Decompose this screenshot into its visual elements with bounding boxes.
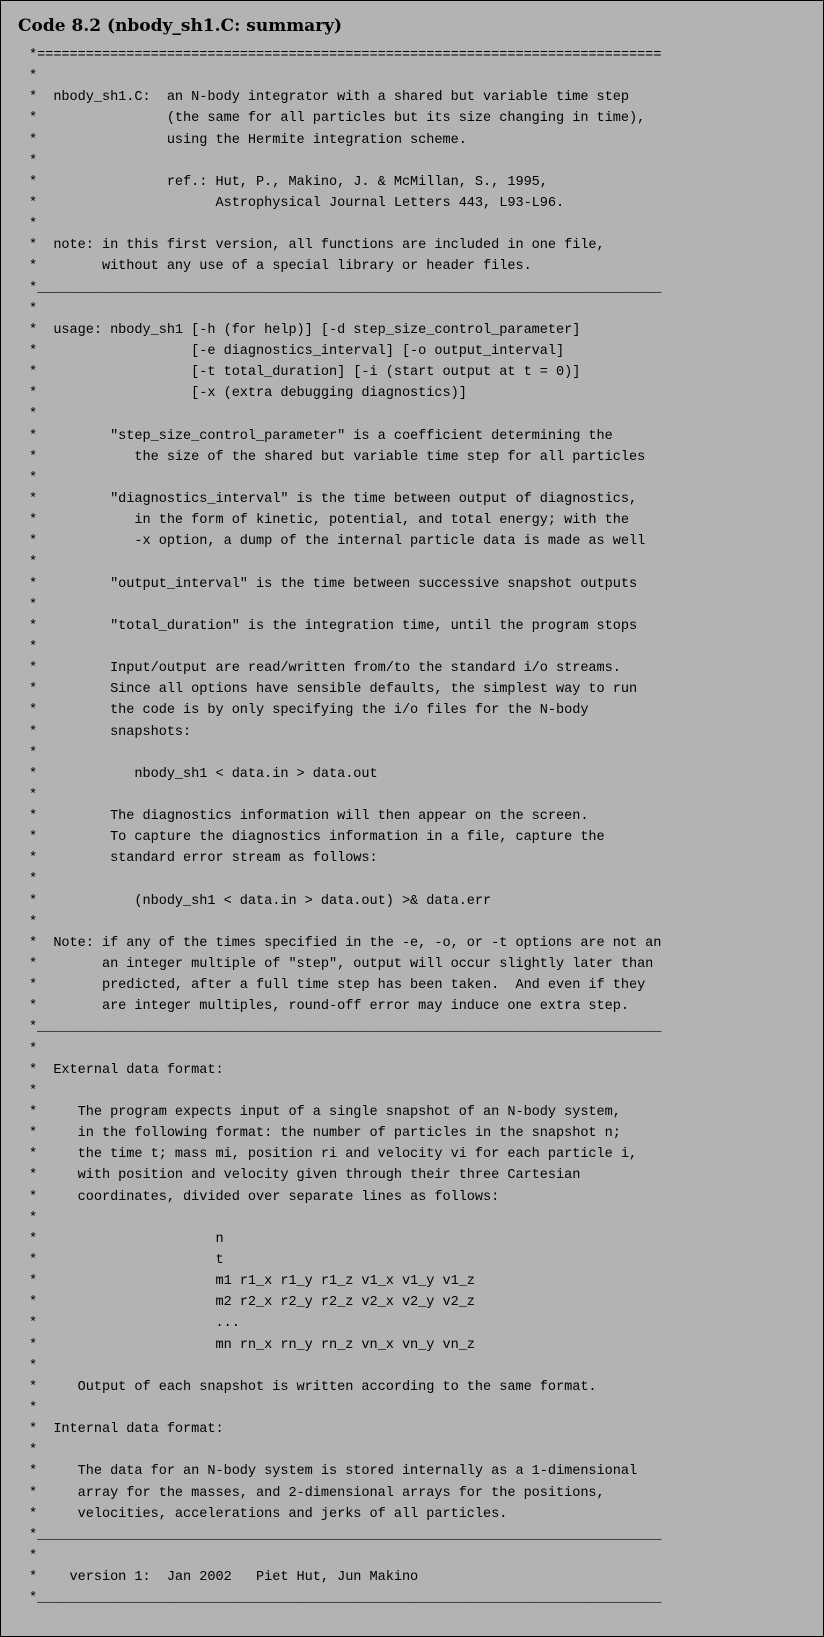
code-line: * [29, 872, 38, 888]
code-line: * t [29, 1253, 224, 1269]
code-line: * an integer multiple of "step", output will occur slightly later than [29, 957, 654, 973]
code-line: * note: in this first version, all functions are included in one file, [29, 238, 605, 254]
code-line: * (the same for all particles but its size changing in time), [29, 111, 646, 127]
code-line: * nbody_sh1 < data.in > data.out [29, 766, 378, 782]
code-line: * the time t; mass mi, position ri and velocity vi for each particle i, [29, 1147, 638, 1163]
code-line: * [29, 1548, 38, 1564]
code-caption: Code 8.2 (nbody_sh1.C: summary) [18, 16, 343, 36]
code-line: * "output_interval" is the time between successive snapshot outputs [29, 576, 638, 592]
code-line: * [-x (extra debugging diagnostics)] [29, 386, 467, 402]
code-line: * Input/output are read/written from/to the standard i/o streams. [29, 661, 621, 677]
code-line: * the code is by only specifying the i/o files for the N-body [29, 703, 589, 719]
code-line: * [29, 787, 38, 803]
code-line: * nbody_sh1.C: an N-body integrator with a shared but variable time step [29, 90, 629, 106]
code-line: * Note: if any of the times specified in the -e, -o, or -t options are not an [29, 935, 662, 951]
code-line: * Internal data format: [29, 1422, 224, 1438]
code-line: * [29, 597, 38, 613]
code-line: * ... [29, 1316, 240, 1332]
code-line: * "total_duration" is the integration time, until the program stops [29, 618, 638, 634]
code-line: * velocities, accelerations and jerks of all particles. [29, 1506, 508, 1522]
code-line: * [29, 1083, 38, 1099]
code-line: * [-t total_duration] [-i (start output at t = 0)] [29, 365, 581, 381]
code-line: * [29, 639, 38, 655]
code-line: * Astrophysical Journal Letters 443, L93-L96. [29, 195, 565, 211]
code-line: * m2 r2_x r2_y r2_z v2_x v2_y v2_z [29, 1295, 475, 1311]
code-line: * [29, 745, 38, 761]
code-line: * [29, 1401, 38, 1416]
code-line: * ref.: Hut, P., Makino, J. & McMillan, S., 1995, [29, 174, 548, 190]
code-line: * using the Hermite integration scheme. [29, 132, 467, 148]
code-line: * predicted, after a full time step has been taken. And even if they [29, 978, 646, 994]
code-line: * coordinates, divided over separate lines as follows: [29, 1189, 500, 1205]
code-line: * without any use of a special library or header files. [29, 259, 532, 275]
code-line: *_____________________________________________________________________________ [29, 1020, 662, 1036]
code-line: * Since all options have sensible defaults, the simplest way to run [29, 682, 638, 698]
code-line: * snapshots: [29, 724, 192, 740]
code-line: * [29, 470, 38, 486]
code-line: * version 1: Jan 2002 Piet Hut, Jun Makino [29, 1570, 419, 1586]
code-line: * [29, 1443, 38, 1459]
code-line: * [29, 69, 38, 85]
code-line: * m1 r1_x r1_y r1_z v1_x v1_y v1_z [29, 1274, 475, 1290]
code-line: * [29, 1210, 38, 1226]
code-line: *_____________________________________________________________________________ [29, 1591, 662, 1607]
code-line: * [29, 1358, 38, 1374]
code-line: * in the form of kinetic, potential, and total energy; with the [29, 513, 629, 529]
code-line: * with position and velocity given through their three Cartesian [29, 1168, 581, 1184]
code-line: * Output of each snapshot is written according to the same format. [29, 1379, 597, 1395]
code-line: * [29, 1041, 38, 1057]
code-line: * [29, 153, 38, 169]
code-line: * [-e diagnostics_interval] [-o output_interval] [29, 343, 565, 359]
code-line: *_____________________________________________________________________________ [29, 280, 662, 296]
code-block [29, 45, 661, 1609]
code-line: * [29, 217, 38, 233]
code-line: * [29, 914, 38, 930]
code-line: * -x option, a dump of the internal particle data is made as well [29, 534, 646, 550]
code-line: * The diagnostics information will then appear on the screen. [29, 809, 589, 825]
code-line: * mn rn_x rn_y rn_z vn_x vn_y vn_z [29, 1337, 475, 1353]
code-line: * External data format: [29, 1062, 224, 1078]
code-line: * The data for an N-body system is stored internally as a 1-dimensional [29, 1464, 638, 1480]
code-line: * are integer multiples, round-off error may induce one extra step. [29, 999, 629, 1015]
code-line: * usage: nbody_sh1 [-h (for help)] [-d step_size_control_parameter] [29, 322, 581, 338]
code-line: * standard error stream as follows: [29, 851, 378, 867]
code-line: *============================================================================= [29, 48, 662, 63]
code-line: * array for the masses, and 2-dimensional arrays for the positions, [29, 1485, 605, 1501]
code-line: * "step_size_control_parameter" is a coefficient determining the [29, 428, 613, 444]
code-line: * n [29, 1231, 224, 1247]
code-line: * "diagnostics_interval" is the time between output of diagnostics, [29, 491, 638, 507]
code-line: * in the following format: the number of particles in the snapshot n; [29, 1126, 621, 1142]
code-line: * The program expects input of a single snapshot of an N-body system, [29, 1105, 621, 1121]
code-line: * [29, 407, 38, 423]
code-line: * [29, 555, 38, 571]
code-line: * To capture the diagnostics information in a file, capture the [29, 830, 605, 846]
code-line: * [29, 301, 38, 317]
code-line: *_____________________________________________________________________________ [29, 1527, 662, 1543]
code-line: * the size of the shared but variable time step for all particles [29, 449, 646, 465]
code-line: * (nbody_sh1 < data.in > data.out) >& data.err [29, 893, 492, 909]
